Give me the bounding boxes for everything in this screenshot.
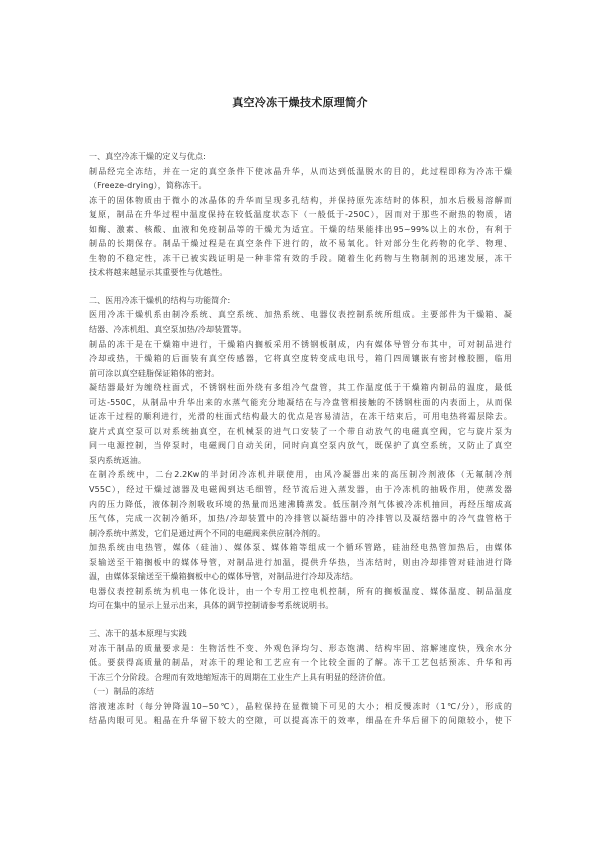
paragraph-line: 如酶、激素、核酸、血液和免疫制品等的干燥尤为适宜。干燥的结果能排出95~99%以上的水份，有利于 <box>89 224 512 234</box>
paragraph-line: 冷却或热，干燥箱的后面装有真空传感器，它将真空度转变成电讯号，箱门四周镶嵌有密封橡胶圈，临用 <box>89 354 512 364</box>
section-heading-line: 一、真空冷冻干燥的定义与优点: <box>89 152 206 161</box>
paragraph-line: 技术将越来越显示其重要性与优越性。 <box>89 268 228 278</box>
section-gap <box>89 281 512 294</box>
section-3 <box>89 627 512 729</box>
paragraph-line: 制品经完全冻结，并在一定的真空条件下使冰晶升华，从而达到低温脱水的目的，此过程即称为冷冻干燥 <box>89 166 512 176</box>
document-title: 真空冷冻干燥技术原理简介 <box>232 96 368 109</box>
paragraph-line: （Freeze-drying），简称冻干。 <box>89 181 207 191</box>
paragraph-line: 低。要获得高质量的制品，对冻干的理论和工艺应有一个比较全面的了解。冻干工艺包括预冻、升华和再 <box>89 658 512 668</box>
paragraph-line: 泵内系统返油。 <box>89 455 147 465</box>
paragraph-line: 均可在集中的显示上显示出来，具体的调节控制请参考系统说明书。 <box>89 601 334 611</box>
document-body <box>89 150 512 729</box>
paragraph-line: 加热系统由电热管，媒体（硅油）、媒体泵、媒体箱等组成一个循环管路，硅油经电热管加热后，由媒体 <box>89 543 512 553</box>
section-heading-line: 二、医用冷冻干燥机的结构与功能简介: <box>89 295 231 305</box>
paragraph-line: 温，由媒体泵输送至干燥箱搁板中心的媒体导管，对制品进行冷却及冻结。 <box>89 572 358 582</box>
paragraph-line: 旋片式真空泵可以对系统抽真空，在机械泵的进气口安装了一个带自动放气的电磁真空阀，它与旋片泵为 <box>89 426 512 436</box>
paragraph-line: 结器、冷冻机组、真空泵加热/冷却装置等。 <box>89 325 247 335</box>
paragraph-line: 制品的长期保存。制品干燥过程是在真空条件下进行的，故不易氧化。针对部分生化药物的化学、物理、 <box>89 239 512 249</box>
paragraph-line: 干冻三个分阶段。合理而有效地缩短冻干的周期在工业生产上具有明显的经济价值。 <box>89 672 391 682</box>
paragraph-line: 泵输送至干箱搁板中的媒体导管，对制品进行加温，提供升华热，当冻结时，则由冷却排管对硅油进行降 <box>89 557 512 567</box>
paragraph-line: 对冻干制品的质量要求是：生物活性不变、外观色泽均匀、形态饱满、结构牢固、溶解速度快，残余水分 <box>89 643 512 653</box>
paragraph-line: 证冻干过程的顺利进行，光滑的柱面式结构最大的优点是容易清洁，在冻干结束后，可用电热将霜层除去。 <box>89 412 512 422</box>
section-2 <box>89 294 512 614</box>
paragraph-line: 结晶肉眼可见。粗晶在升华留下较大的空隙，可以提高冻干的效率，细晶在升华后留下的间隙较小，使下 <box>89 716 512 726</box>
section-gap <box>89 614 512 627</box>
paragraph-line: 复原，制品在升华过程中温度保持在较低温度状态下（一般低于-250C），因而对于那些不耐热的物质，诸 <box>89 210 512 220</box>
paragraph-line: 生物的不稳定性，冻干已被实践证明是一种非常有效的手段。随着生化药物与生物制剂的迅速发展，冻干 <box>89 253 512 263</box>
paragraph-line: 在制冷系统中，二台2.2Kw的半封闭冷冻机并联使用，由风冷凝器出来的高压制冷剂液体（无氟制冷剂 <box>89 470 512 480</box>
paragraph-line: 溶液速冻时（每分钟降温10~50℃），晶粒保持在显微镜下可见的大小；相反慢冻时（1℃/分），形成的 <box>89 701 512 711</box>
paragraph-line: 压气体，完成一次制冷循环，加热/冷却装置中的冷排管以凝结器中的冷排管以及凝结器中的冷气盘管格于 <box>89 514 512 524</box>
paragraph-line: 医用冷冻干燥机系由制冷系统、真空系统、加热系统、电器仪表控制系统所组成。主要部件为干燥箱、凝 <box>89 310 512 320</box>
paragraph-line: 冻干的固体物质由于微小的冰晶体的升华而呈现多孔结构，并保持原先冻结时的体积，加水后极易溶解而 <box>89 195 512 205</box>
paragraph-line: 可达-550C，从制品中升华出来的水蒸气能充分地凝结在与冷盘管相接触的不锈钢柱面的内表面上，从而保 <box>89 397 512 407</box>
paragraph-line: 凝结器最好为缠绕柱面式，不锈钢柱面外绕有多组冷气盘管，其工作温度低于干燥箱内制品的温度，最低 <box>89 383 512 393</box>
paragraph-line: 电器仪表控制系统为机电一体化设计，由一个专用工控电机控制，所有的搁板温度、媒体温度、制品温度 <box>89 586 512 596</box>
paragraph-line: 制品的冻干是在干燥箱中进行，干燥箱内搁板采用不锈钢板制成，内有媒体导管分布其中，可对制品进行 <box>89 339 512 349</box>
paragraph-line: 同一电源控制，当停泵时，电磁阀门自动关闭，同时向真空泵内放气，既保护了真空系统，又防止了真空 <box>89 441 512 451</box>
paragraph-line: V55C），经过干燥过滤器及电磁阀到达毛细管，经节流后进入蒸发器，由于冷冻机的抽吸作用，使蒸发器 <box>89 485 512 495</box>
paragraph-line: 内的压力降低，液体制冷剂吸收环境的热量而迅速沸腾蒸发。低压制冷剂气体被冷冻机抽回，再经压缩成高 <box>89 499 512 509</box>
paragraph-line: 前可涂以真空硅脂保证箱体的密封。 <box>89 368 220 378</box>
paragraph-line: 制冷系统中蒸发，它们是通过两个不同的电磁阀来供应制冷剂的。 <box>89 528 326 538</box>
section-heading-line: 三、冻干的基本原理与实践 <box>89 628 187 638</box>
paragraph-line: （一）制品的冻结 <box>89 687 155 697</box>
section-1 <box>89 150 512 281</box>
